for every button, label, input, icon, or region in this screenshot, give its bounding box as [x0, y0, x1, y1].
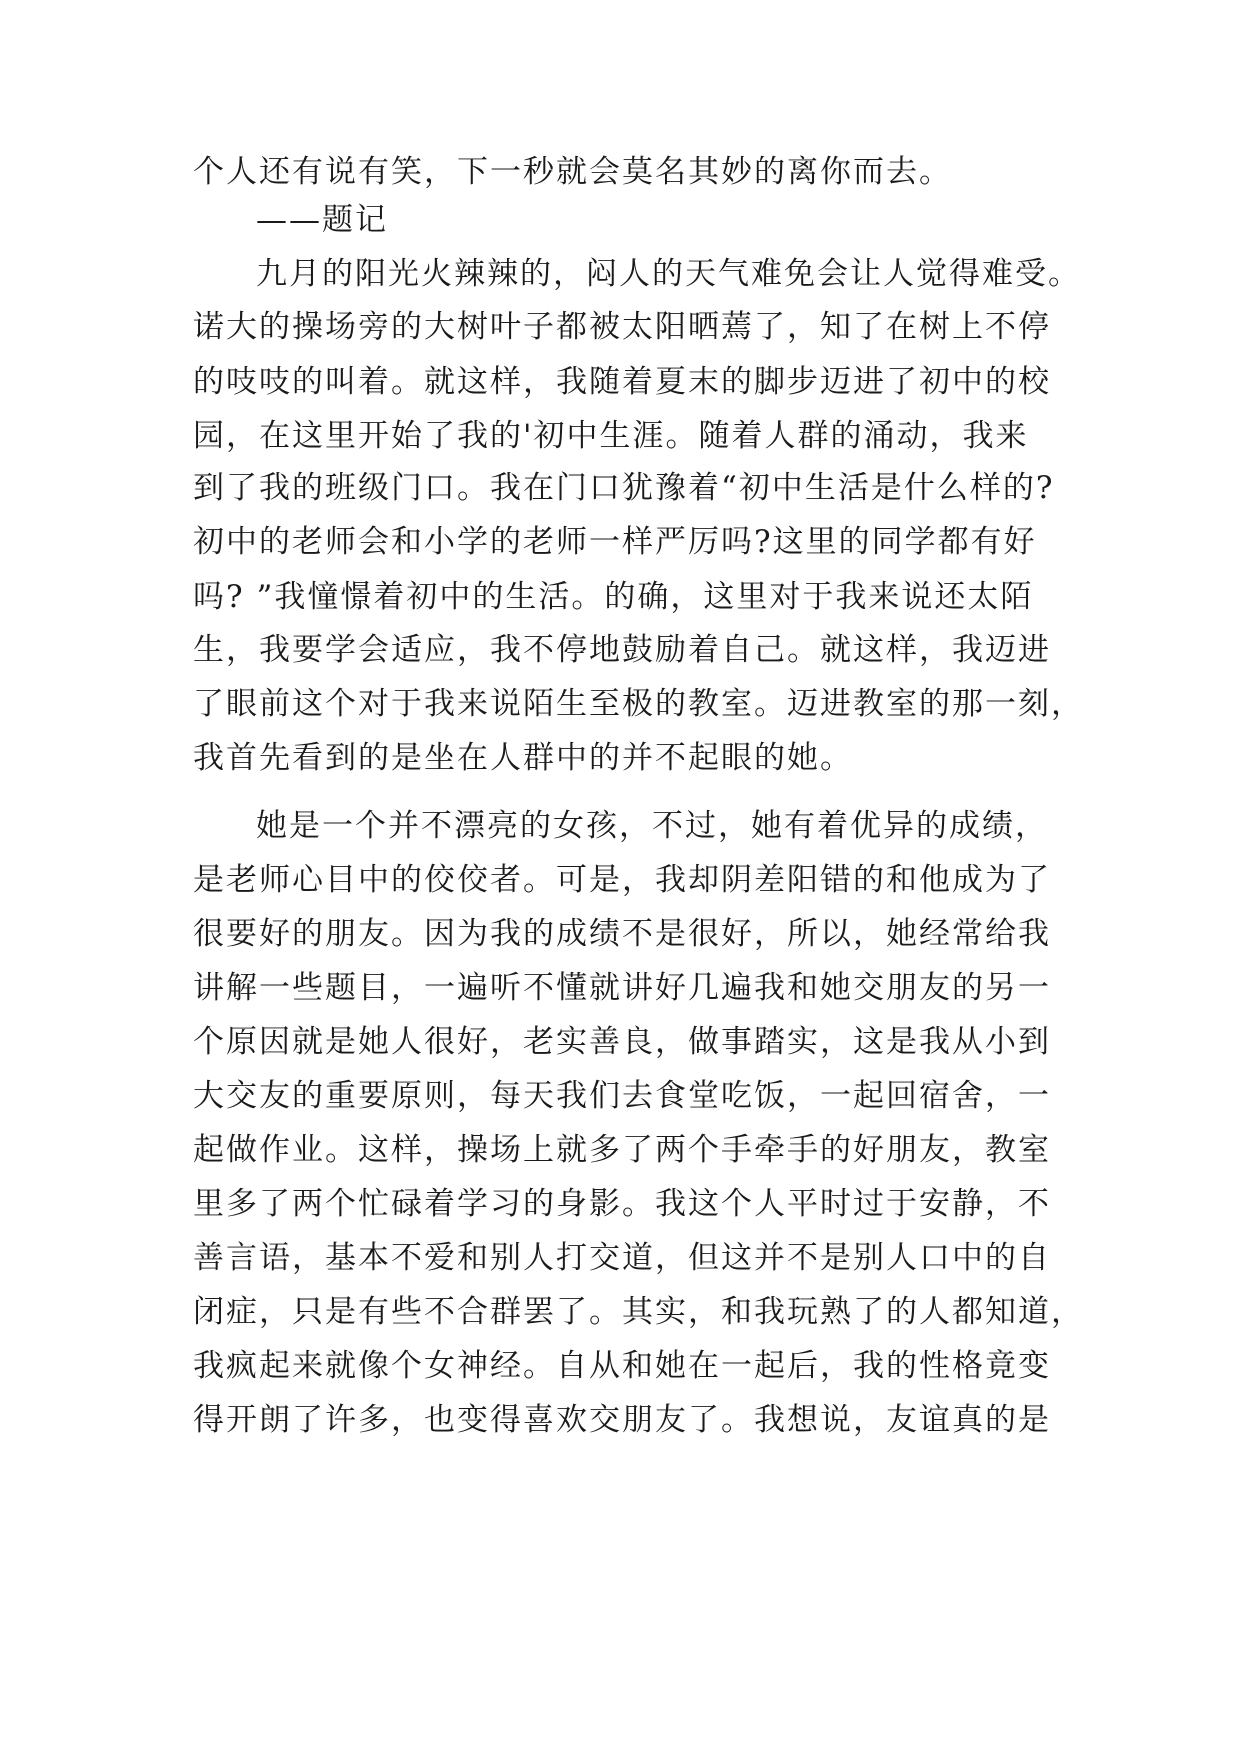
text-line: 得开朗了许多，也变得喜欢交朋友了。我想说，友谊真的是	[193, 1402, 1051, 1438]
text-line: 我首先看到的是坐在人群中的并不起眼的她。	[193, 740, 853, 776]
text-line: 是老师心目中的佼佼者。可是，我却阴差阳错的和他成为了	[193, 862, 1051, 898]
text-line: 我疯起来就像个女神经。自从和她在一起后，我的性格竟变	[193, 1348, 1051, 1384]
text-line: 起做作业。这样，操场上就多了两个手牵手的好朋友，教室	[193, 1132, 1051, 1168]
epigraph-attribution: ——题记	[256, 202, 388, 238]
text-line: 到了我的班级门口。我在门口犹豫着“初中生活是什么样的?	[193, 470, 1055, 506]
text-line: 个原因就是她人很好，老实善良，做事踏实，这是我从小到	[193, 1024, 1051, 1060]
text-line: 了眼前这个对于我来说陌生至极的教室。迈进教室的那一刻，	[193, 686, 1084, 722]
text-line: 个人还有说有笑，下一秒就会莫名其妙的离你而去。	[193, 154, 952, 190]
paragraph-start: 九月的阳光火辣辣的，闷人的天气难免会让人觉得难受。	[256, 256, 1081, 292]
text-line: 园，在这里开始了我的'初中生涯。随着人群的涌动，我来	[193, 418, 1029, 454]
text-line: 大交友的重要原则，每天我们去食堂吃饭，一起回宿舍，一	[193, 1078, 1051, 1114]
text-line: 吗? ”我憧憬着初中的生活。的确，这里对于我来说还太陌	[193, 579, 1034, 615]
text-line: 生，我要学会适应，我不停地鼓励着自己。就这样，我迈进	[193, 632, 1051, 668]
paragraph-start: 她是一个并不漂亮的女孩，不过，她有着优异的成绩，	[256, 808, 1048, 844]
text-line: 闭症，只是有些不合群罢了。其实，和我玩熟了的人都知道，	[193, 1294, 1084, 1330]
text-line: 很要好的朋友。因为我的成绩不是很好，所以，她经常给我	[193, 916, 1051, 952]
text-line: 的吱吱的叫着。就这样，我随着夏末的脚步迈进了初中的校	[193, 364, 1051, 400]
text-line: 善言语，基本不爱和别人打交道，但这并不是别人口中的自	[193, 1240, 1051, 1276]
text-line: 诺大的操场旁的大树叶子都被太阳晒蔫了，知了在树上不停	[193, 309, 1051, 345]
text-line: 里多了两个忙碌着学习的身影。我这个人平时过于安静，不	[193, 1186, 1051, 1222]
text-line: 初中的老师会和小学的老师一样严厉吗?这里的同学都有好	[193, 524, 1037, 560]
text-line: 讲解一些题目，一遍听不懂就讲好几遍我和她交朋友的另一	[193, 970, 1051, 1006]
